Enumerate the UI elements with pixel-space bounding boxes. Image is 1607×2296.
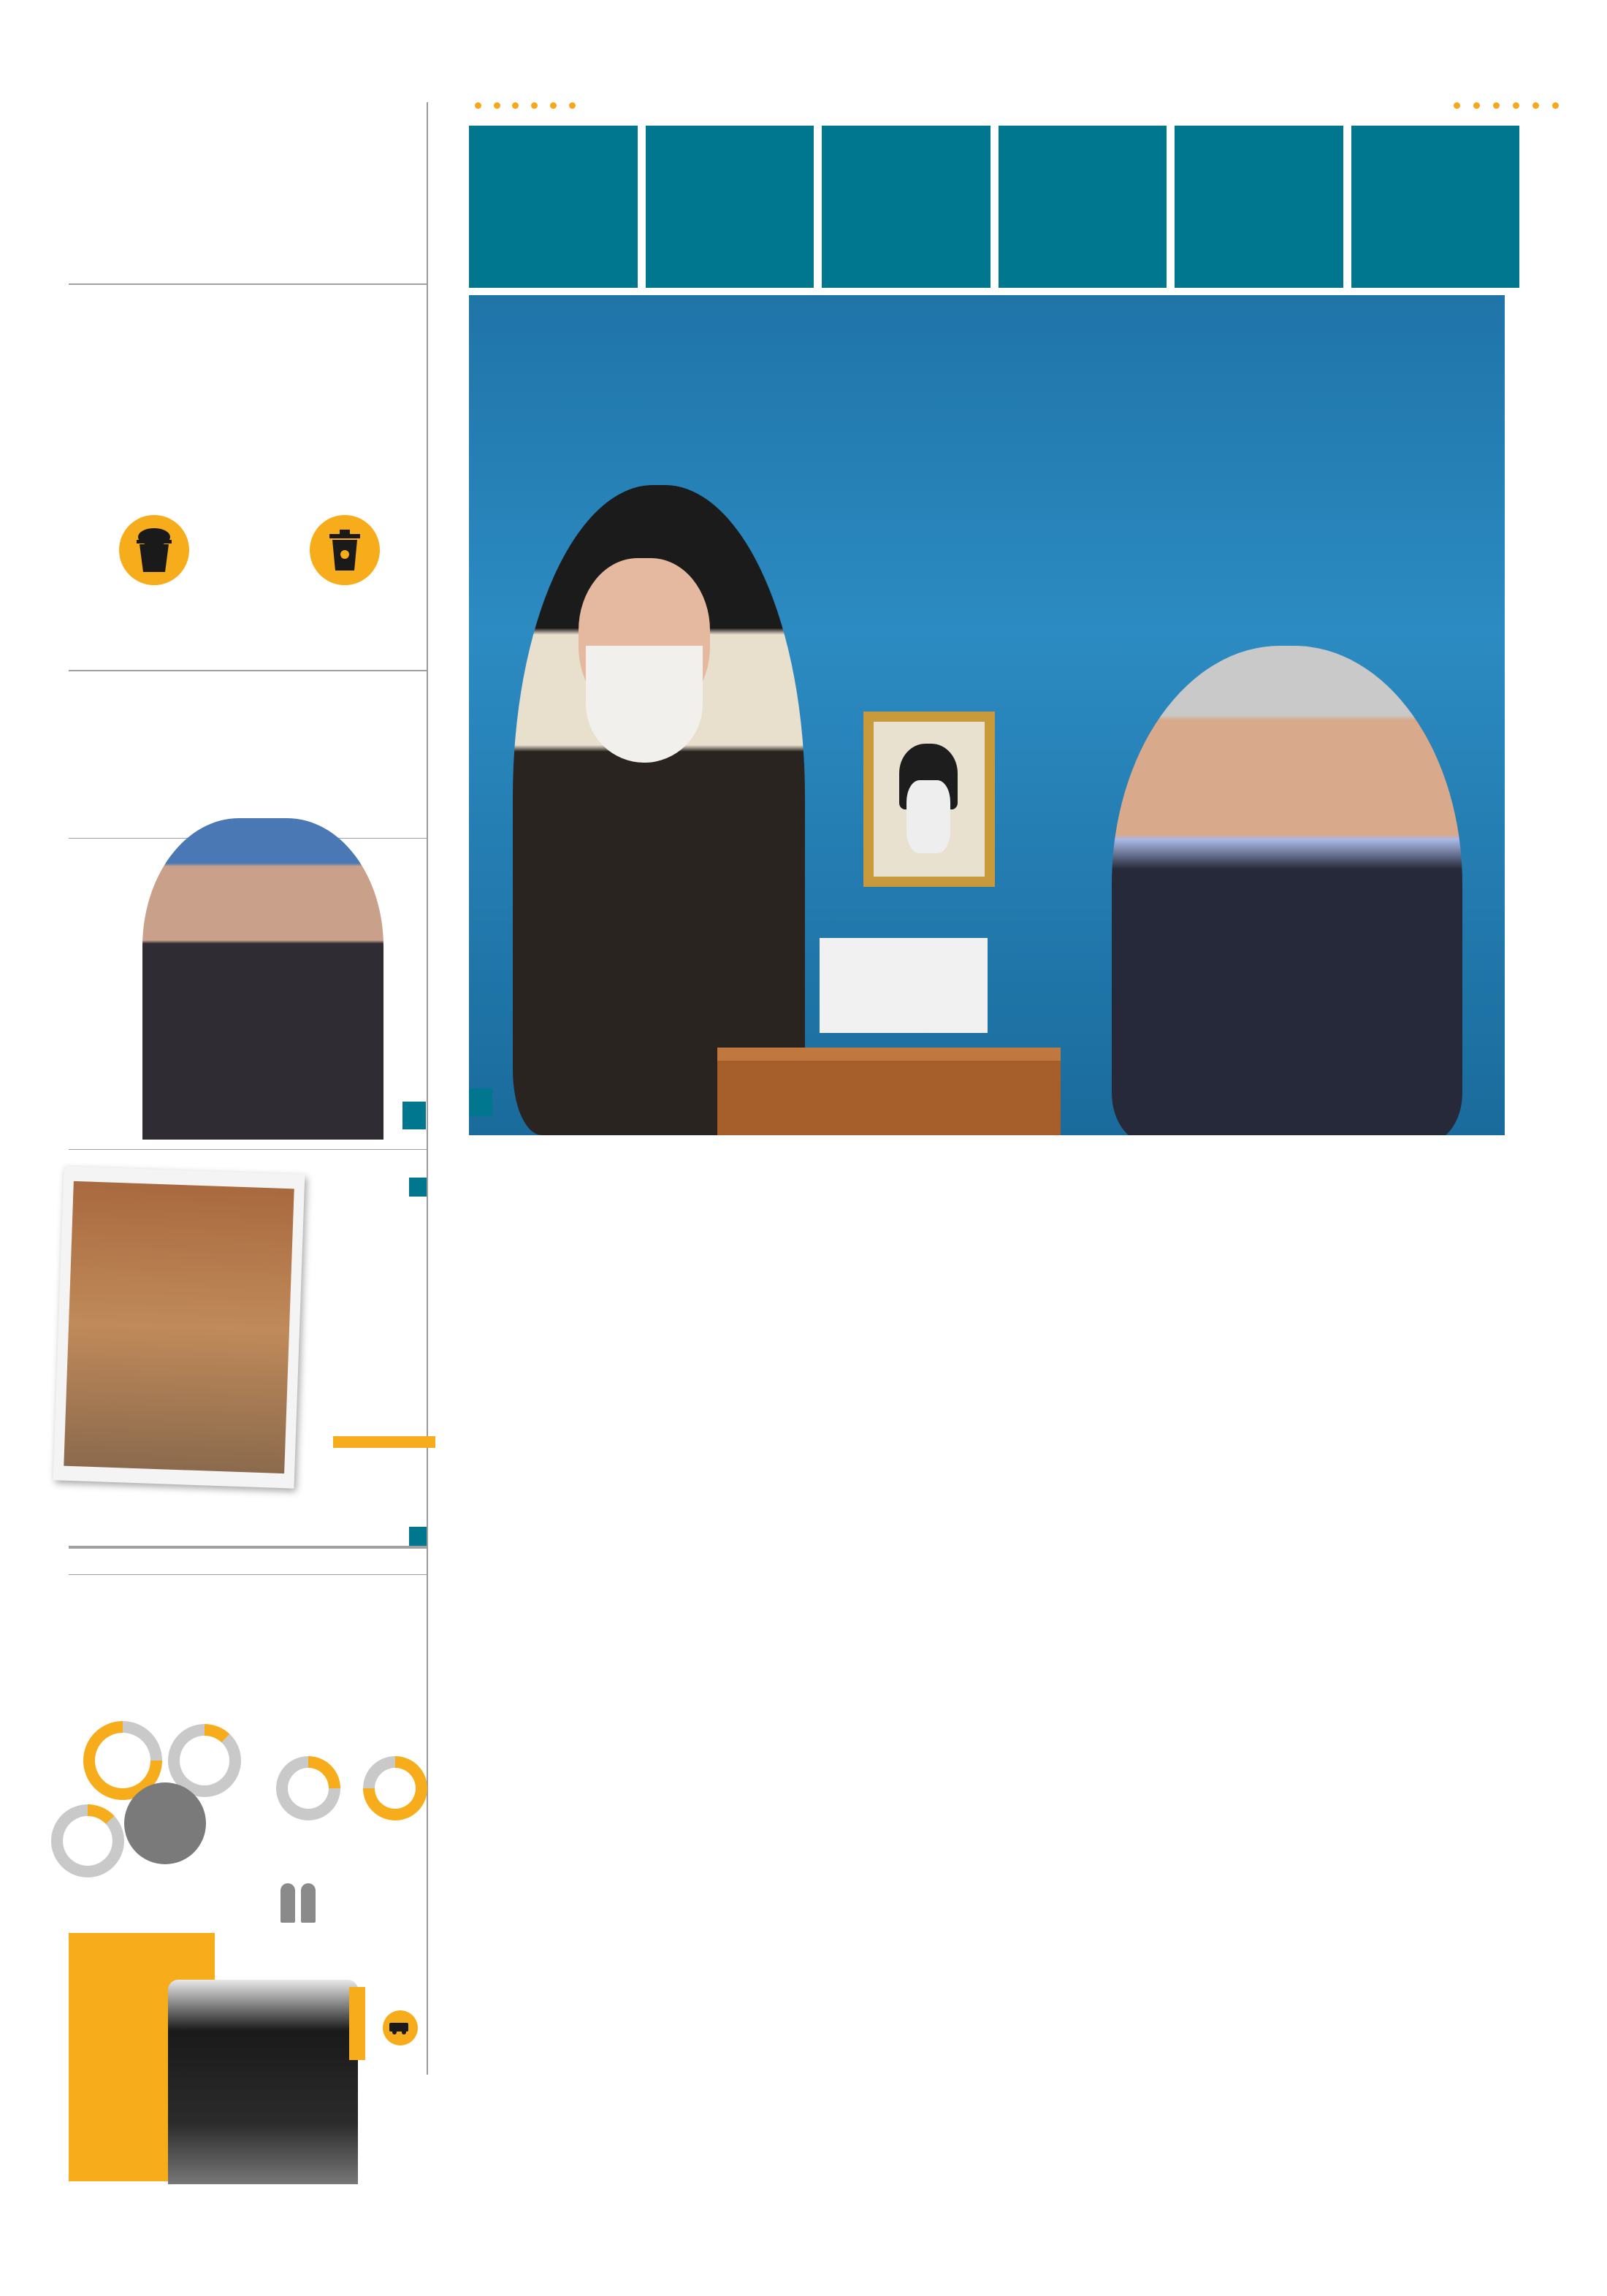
female-icon bbox=[301, 1883, 316, 1923]
date-line-fa bbox=[1449, 98, 1563, 112]
van-icon bbox=[383, 2010, 418, 2045]
destinations-title bbox=[124, 1782, 206, 1864]
story-waste-mafia[interactable] bbox=[69, 301, 425, 305]
donut-wheelchair bbox=[363, 1756, 427, 1820]
masthead-logo-text bbox=[469, 126, 1519, 288]
divider bbox=[69, 1574, 427, 1575]
framed-portrait bbox=[863, 712, 995, 887]
hero-photo-story[interactable] bbox=[469, 295, 1505, 1135]
date-line-en bbox=[470, 98, 580, 112]
story-carpet-auction[interactable] bbox=[69, 738, 425, 745]
full-trash-icon bbox=[119, 515, 189, 585]
fleet-label bbox=[349, 1987, 365, 2060]
column-divider bbox=[427, 102, 428, 2075]
supplement-published-tag bbox=[333, 1436, 435, 1448]
page-badge-2[interactable] bbox=[469, 1088, 492, 1116]
van-photo bbox=[168, 1980, 358, 2184]
beard-left bbox=[586, 646, 703, 763]
side-table bbox=[717, 1048, 1061, 1135]
actor-photo bbox=[142, 818, 383, 1140]
donut-employment bbox=[51, 1804, 124, 1877]
divider bbox=[69, 670, 427, 671]
recycle-bin-icon bbox=[310, 515, 380, 585]
datanama-label bbox=[402, 1527, 427, 1546]
supplement-magazine-cover[interactable] bbox=[53, 1166, 305, 1488]
supplement-label bbox=[402, 1178, 427, 1197]
tissue-box bbox=[820, 938, 988, 1033]
page-badge-7[interactable] bbox=[402, 1102, 426, 1129]
story-occupied-lands[interactable] bbox=[69, 110, 425, 114]
male-icon bbox=[280, 1883, 295, 1923]
divider bbox=[69, 1546, 427, 1549]
divider bbox=[69, 1149, 427, 1150]
photo-figure-right bbox=[1112, 646, 1462, 1135]
divider bbox=[69, 283, 427, 285]
donut-other-disabilities bbox=[276, 1756, 340, 1820]
